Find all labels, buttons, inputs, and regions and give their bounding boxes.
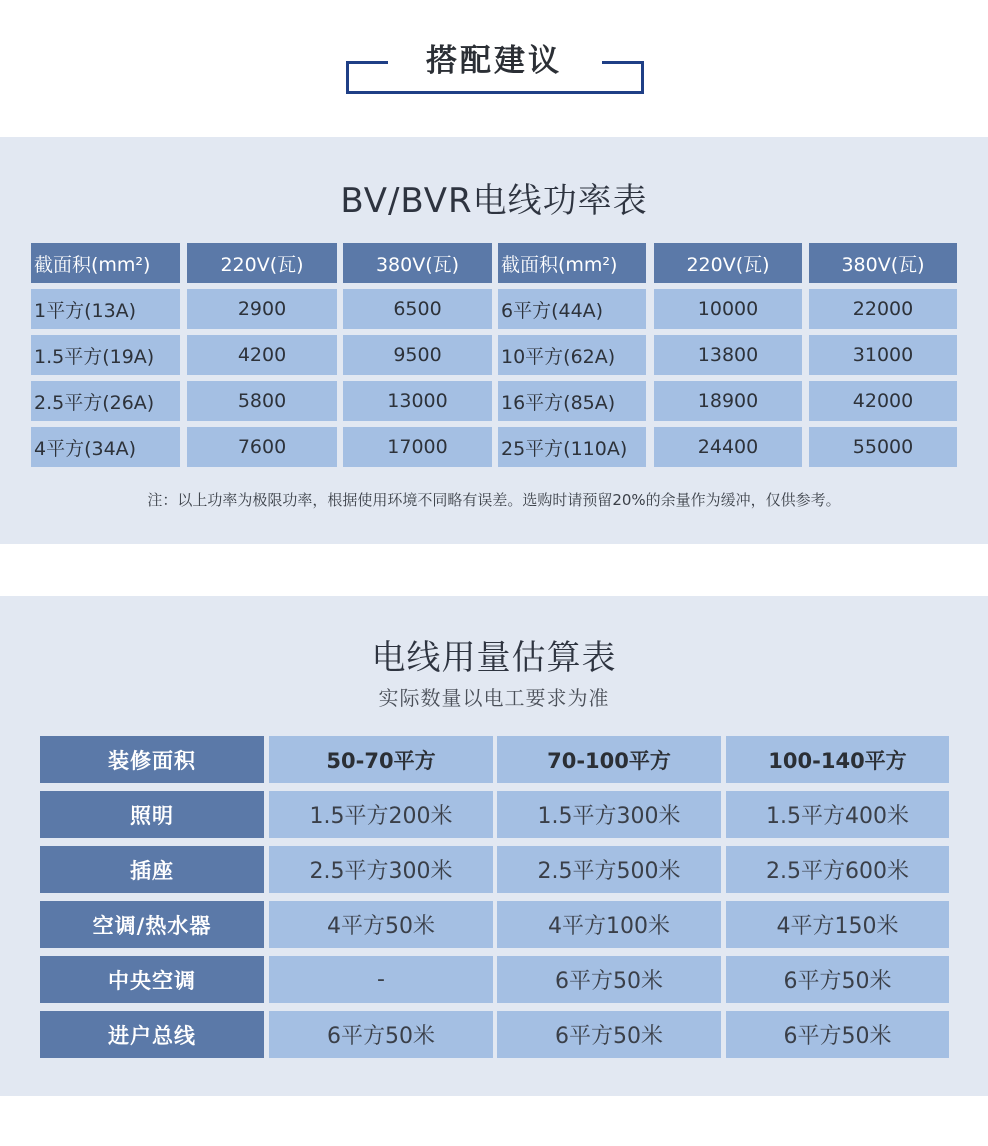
power-table-cell: 6500 (343, 289, 492, 329)
power-table-cell: 9500 (343, 335, 492, 375)
power-table-cell: 5800 (187, 381, 337, 421)
power-table-panel (0, 137, 988, 544)
power-table-note: 注：以上功率为极限功率，根据使用环境不同略有误差。选购时请预留20%的余量作为缓冲，仅供参考。 (147, 491, 841, 509)
power-table-cell: 18900 (654, 381, 802, 421)
usage-table-cell: 6平方50米 (269, 1011, 493, 1058)
power-table-cell: 13800 (654, 335, 802, 375)
usage-table-row-label: 照明 (40, 791, 264, 838)
power-table-cell: 4200 (187, 335, 337, 375)
page-header (0, 0, 988, 137)
power-table-cell: 17000 (343, 427, 492, 467)
power-table-cell: 31000 (809, 335, 957, 375)
usage-table-panel (0, 596, 988, 1096)
power-table-cell: 2900 (187, 289, 337, 329)
power-table-cell: 13000 (343, 381, 492, 421)
power-table-cell: 25平方(110A) (498, 427, 646, 467)
usage-table-cell: 2.5平方600米 (726, 846, 949, 893)
power-table-cell: 24400 (654, 427, 802, 467)
usage-table-header-cell: 70-100平方 (497, 736, 721, 783)
usage-table-row-label: 进户总线 (40, 1011, 264, 1058)
usage-table-header-cell: 100-140平方 (726, 736, 949, 783)
power-table-cell: 1平方(13A) (31, 289, 180, 329)
power-table-header-cell: 380V(瓦) (343, 243, 492, 283)
power-table-cell: 6平方(44A) (498, 289, 646, 329)
power-table-header-cell: 截面积(mm²) (31, 243, 180, 283)
usage-table-cell: 1.5平方400米 (726, 791, 949, 838)
power-table-cell: 22000 (809, 289, 957, 329)
power-table-cell: 2.5平方(26A) (31, 381, 180, 421)
power-table-cell: 10000 (654, 289, 802, 329)
title-bracket-left (346, 61, 388, 64)
usage-table-cell: 4平方150米 (726, 901, 949, 948)
usage-table-cell: 6平方50米 (497, 956, 721, 1003)
usage-table-header-cell: 50-70平方 (269, 736, 493, 783)
usage-table-cell: 1.5平方300米 (497, 791, 721, 838)
usage-table-cell: 4平方100米 (497, 901, 721, 948)
power-table-header-cell: 380V(瓦) (809, 243, 957, 283)
usage-table-cell: 2.5平方300米 (269, 846, 493, 893)
usage-table-title: 电线用量估算表 (371, 638, 617, 678)
power-table-header-cell: 220V(瓦) (187, 243, 337, 283)
usage-table-cell: 1.5平方200米 (269, 791, 493, 838)
usage-table-cell: 6平方50米 (726, 1011, 949, 1058)
power-table-cell: 7600 (187, 427, 337, 467)
power-table-title: BV/BVR电线功率表 (340, 181, 648, 221)
power-table-cell: 55000 (809, 427, 957, 467)
usage-table-row-label: 空调/热水器 (40, 901, 264, 948)
power-table-cell: 1.5平方(19A) (31, 335, 180, 375)
power-table-header-cell: 截面积(mm²) (498, 243, 646, 283)
title-bracket-right (602, 61, 644, 64)
page-title: 搭配建议 (426, 43, 562, 79)
usage-table-cell: 6平方50米 (726, 956, 949, 1003)
usage-table-subtitle: 实际数量以电工要求为准 (378, 686, 610, 710)
usage-table-header-cell: 装修面积 (40, 736, 264, 783)
power-table-cell: 4平方(34A) (31, 427, 180, 467)
usage-table-cell: - (269, 956, 493, 1003)
power-table-cell: 42000 (809, 381, 957, 421)
usage-table-row-label: 中央空调 (40, 956, 264, 1003)
usage-table-cell: 6平方50米 (497, 1011, 721, 1058)
usage-table-cell: 4平方50米 (269, 901, 493, 948)
power-table-cell: 16平方(85A) (498, 381, 646, 421)
power-table-cell: 10平方(62A) (498, 335, 646, 375)
usage-table-cell: 2.5平方500米 (497, 846, 721, 893)
power-table-header-cell: 220V(瓦) (654, 243, 802, 283)
usage-table-row-label: 插座 (40, 846, 264, 893)
